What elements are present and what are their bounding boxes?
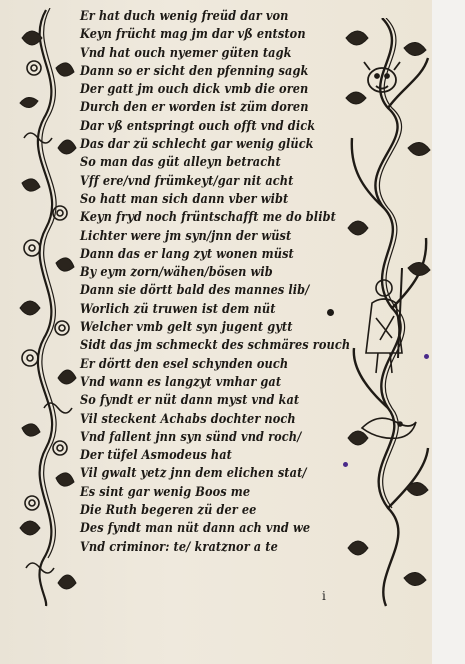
verse-line: Lichter were jm syn/jnn der wüst bbox=[80, 227, 292, 243]
verse-line: Vnd fallent jnn syn sünd vnd roch/ bbox=[80, 428, 302, 444]
verse-line: Das dar zü schlecht gar wenig glück bbox=[80, 136, 314, 152]
verse-line: Vnd hat ouch nyemer güten tagk bbox=[80, 44, 292, 60]
verse-line: Durch den er worden ist züm doren bbox=[80, 99, 309, 115]
verse-line: Vnd wann es langzyt vmhar gat bbox=[80, 373, 282, 389]
verse-line: Dann so er sicht den pfenning sagk bbox=[80, 62, 309, 78]
verse-line: So hatt man sich dann vber wibt bbox=[80, 190, 289, 206]
floral-vine-border-icon bbox=[14, 8, 78, 608]
verse-line: Vff ere/vnd frümkeyt/gar nit acht bbox=[80, 172, 294, 188]
verse-line: Er hat duch wenig freüd dar von bbox=[80, 8, 289, 23]
verse-line: Sidt das jm schmeckt des schmäres rouch bbox=[80, 337, 351, 353]
verse-line: Des fyndt man nüt dann ach vnd we bbox=[80, 520, 311, 536]
verse-line: Welcher vmb gelt syn jugent gytt bbox=[80, 319, 293, 335]
verse-line: Vnd criminor: te/ kratznor a te bbox=[80, 538, 278, 554]
verse-line: Der tüfel Asmodeus hat bbox=[80, 447, 233, 463]
verse-line: Keyn frücht mag jm dar vß entston bbox=[80, 26, 306, 42]
verse-line: So fyndt er nüt dann myst vnd kat bbox=[80, 392, 300, 408]
verse-line: Dar vß entspringt ouch offt vnd dick bbox=[80, 117, 316, 133]
verse-line: Die Ruth begeren zü der ee bbox=[80, 502, 257, 518]
floral-vine-figure-border-icon bbox=[342, 18, 436, 608]
page-edge bbox=[432, 0, 465, 664]
verse-line: Er dörtt den esel schynden ouch bbox=[80, 355, 289, 371]
violet-dot bbox=[343, 462, 348, 467]
verse-line: Dann sie dörtt bald des mannes lib/ bbox=[80, 282, 310, 298]
ink-dot bbox=[327, 309, 334, 316]
signature-mark: i bbox=[322, 589, 326, 603]
verse-line: Vil gwalt yetz jnn dem elichen stat/ bbox=[80, 465, 307, 481]
verse-line: Worlich zü truwen ist dem nüt bbox=[80, 300, 276, 316]
verse-line: Es sint gar wenig Boos me bbox=[80, 483, 251, 499]
verse-text-block bbox=[80, 7, 351, 556]
verse-line: Der gatt jm ouch dick vmb die oren bbox=[80, 81, 309, 97]
verse-line: By eym zorn/wähen/bösen wib bbox=[80, 264, 273, 280]
verse-line: Dann das er lang zyt wonen müst bbox=[80, 245, 294, 261]
verse-line: Keyn fryd noch früntschafft me do blibt bbox=[80, 209, 336, 225]
verse-line: Vil steckent Achabs dochter noch bbox=[80, 410, 296, 426]
verse-line: So man das güt alleyn betracht bbox=[80, 154, 281, 170]
violet-dot bbox=[424, 354, 429, 359]
